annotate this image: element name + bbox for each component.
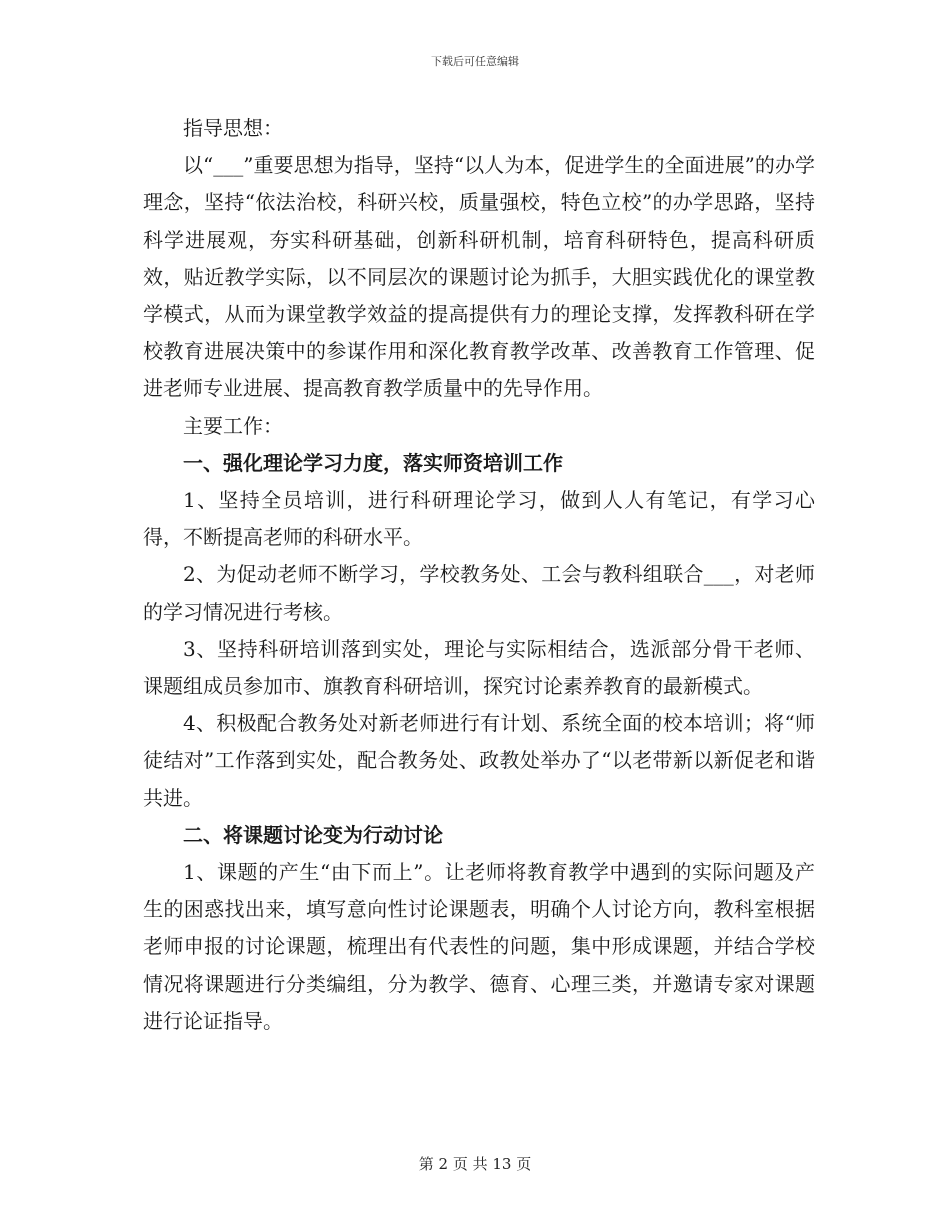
paragraph-guiding-thought-label: 指导思想： bbox=[183, 116, 283, 140]
page-footer: 第 2 页 共 13 页 bbox=[418, 1155, 532, 1173]
paragraph-item-1-1: 1、坚持全员培训，进行科研理论学习，做到人人有笔记，有学习心得，不断提高老师的科研水平。 bbox=[143, 488, 815, 550]
paragraph-main-work-label: 主要工作： bbox=[183, 413, 283, 438]
section-heading-1: 一、强化理论学习力度，落实师资培训工作 bbox=[183, 450, 563, 475]
paragraph-item-1-3: 3、坚持科研培训落到实处，理论与实际相结合，选派部分骨干老师、课题组成员参加市、旗教育科研培训，探究讨论素养教育的最新模式。 bbox=[143, 636, 815, 699]
paragraph-item-2-1: 1、课题的产生“由下而上”。让老师将教育教学中遇到的实际问题及产生的困惑找出来，填写意向性讨论课题表，明确个人讨论方向，教科室根据老师申报的讨论课题，梳理出有代表性的问题，集中形成课题，并结合学校情况将课题进行分类编组，分为教学、德育、心理三类，并邀请专家对课题进行论证指导。 bbox=[143, 860, 815, 1033]
paragraph-guiding-thought: 以“___”重要思想为指导，坚持“以人为本，促进学生的全面进展”的办学理念，坚持“依法治校，科研兴校，质量强校，特色立校”的办学思路，坚持科学进展观，夯实科研基础，创新科研机制，培育科研特色，提高科研质效，贴近教学实际，以不同层次的课题讨论为抓手，大胆实践优化的课堂教学模式，从而为课堂教学效益的提高提供有力的理论支撑，发挥教科研在学校教育进展决策中的参谋作用和深化教育教学改革、改善教育工作管理、促进老师专业进展、提高教育教学质量中的先导作用。 bbox=[143, 153, 815, 401]
page-header: 下载后可任意编辑 bbox=[431, 55, 519, 68]
paragraph-item-1-4: 4、积极配合教务处对新老师进行有计划、系统全面的校本培训；将“师徒结对”工作落到实处，配合教务处、政教处举办了“以老带新以新促老和谐共进。 bbox=[143, 711, 815, 810]
paragraph-item-1-2: 2、为促动老师不断学习，学校教务处、工会与教科组联合___，对老师的学习情况进行考核。 bbox=[143, 562, 815, 624]
section-heading-2: 二、将课题讨论变为行动讨论 bbox=[183, 822, 443, 847]
document-body bbox=[143, 110, 815, 1040]
